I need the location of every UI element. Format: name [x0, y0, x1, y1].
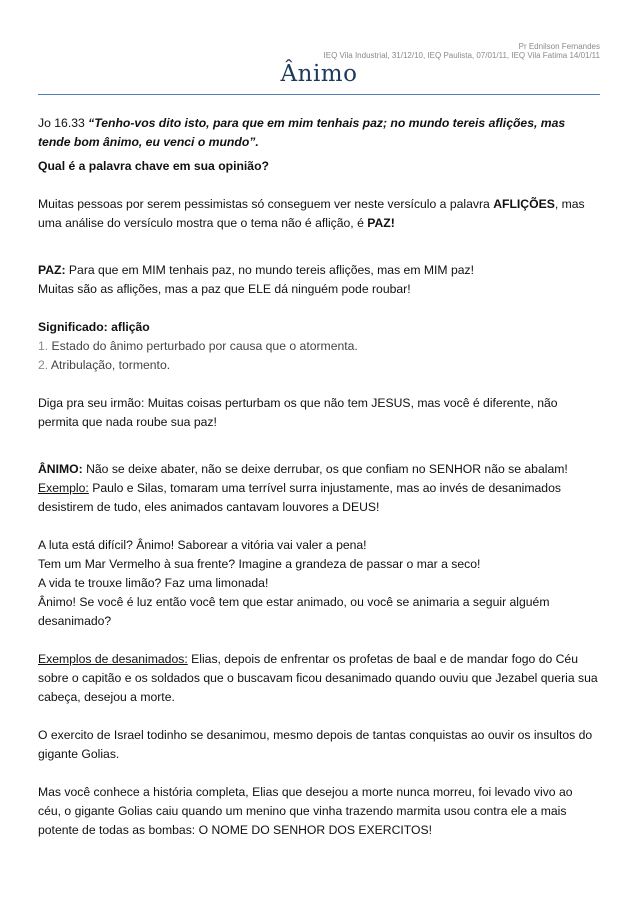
paragraph-diga: Diga pra seu irmão: Muitas coisas perturbam os que não tem JESUS, mas você é diferente, não permita que nada roube sua paz! — [38, 396, 558, 429]
paragraph-encouragement: A luta está difícil? Ânimo! Saborear a vitória vai valer a pena! Tem um Mar Vermelho à sua frente? Imagine a grandeza de passar o mar a seco! A vida te trouxe limão? Faz uma limonada! Ânimo! Se você é luz então você tem que estar animado, ou você se animaria a seguir alguém desanimado? — [38, 538, 550, 628]
exemplo-label: Exemplo: — [38, 481, 89, 495]
significado-label: Significado: aflição — [38, 320, 150, 334]
question: Qual é a palavra chave em sua opinião? — [38, 159, 269, 173]
paragraph-animo: ÂNIMO: Não se deixe abater, não se deixe derrubar, os que confiam no SENHOR não se abalam! Exemplo: Paulo e Silas, tomaram uma terrível surra injustamente, mas ao invés de desanimados desistirem de tudo, eles animados cantavam louvores a DEUS! — [38, 462, 568, 514]
title-divider — [38, 94, 600, 95]
paragraph-paz: PAZ: Para que em MIM tenhais paz, no mundo tereis aflições, mas em MIM paz! Muitas são as aflições, mas a paz que ELE dá ninguém pode roubar! — [38, 263, 474, 296]
verse-paragraph — [38, 114, 598, 152]
locations-line: IEQ Vila Industrial, 31/12/10, IEQ Paulista, 07/01/11, IEQ Vila Fatima 14/01/11 — [323, 51, 600, 60]
author-line: Pr Ednilson Fernandes — [518, 42, 600, 51]
paragraph-afflictions: Muitas pessoas por serem pessimistas só conseguem ver neste versículo a palavra AFLIÇÕES, mas uma análise do versículo mostra que o tema não é aflição, é PAZ! — [38, 197, 585, 230]
paragraph-israel: O exercito de Israel todinho se desanimou, mesmo depois de tantas conquistas ao ouvir os insultos do gigante Golias. — [38, 728, 593, 761]
page-title: Ânimo — [280, 61, 358, 87]
paz-label: PAZ: — [38, 263, 66, 277]
definition-item: 1. Estado do ânimo perturbado por causa que o atormenta. — [38, 339, 358, 353]
definition-item: 2. Atribulação, tormento. — [38, 358, 171, 372]
paragraph-final: Mas você conhece a história completa, Elias que desejou a morte nunca morreu, foi levado vivo ao céu, o gigante Golias caiu quando um menino que vinha trazendo marmita usou contra ele a mais potente de todas as bombas: O NOME DO SENHOR DOS EXERCITOS! — [38, 785, 573, 837]
exemplos-label: Exemplos de desanimados: — [38, 652, 188, 666]
animo-label: ÂNIMO: — [38, 462, 83, 476]
significado-block — [38, 318, 598, 375]
verse-reference: Jo 16.33 — [38, 116, 89, 130]
document-body — [38, 114, 598, 840]
verse-text: “Tenho-vos dito isto, para que em mim tenhais paz; no mundo tereis aflições, mas tende bom ânimo, eu venci o mundo”. — [38, 116, 566, 149]
paragraph-exemplos: Exemplos de desanimados: Elias, depois de enfrentar os profetas de baal e de mandar fogo do Céu sobre o capitão e os soldados que o buscavam ficou desanimado quando ouviu que Jezabel queria sua cabeça, desejou a morte. — [38, 652, 598, 704]
